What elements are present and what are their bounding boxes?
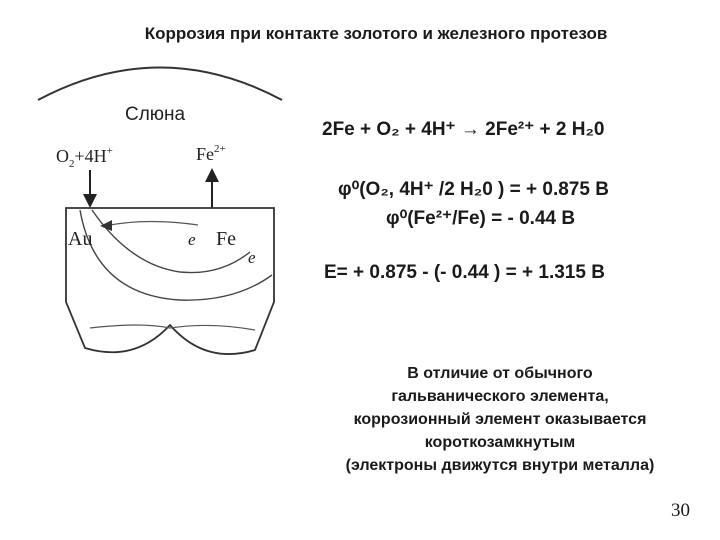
note-line: гальванического элемента, [391, 388, 609, 405]
electron-path [110, 222, 198, 226]
root-curve-right [170, 325, 255, 330]
note-line: (электроны движутся внутри металла) [345, 457, 655, 474]
corrosion-diagram [20, 60, 320, 380]
oxygen-label: $O_2+4H^+$ [56, 145, 113, 170]
iron-ion-arrow-head [205, 168, 219, 182]
note-line: В отличие от обычного [407, 365, 593, 382]
oxygen-potential: φ⁰(O₂, 4H⁺ /2 H₂0 ) = + 0.875 В [338, 179, 609, 200]
slide-title: Коррозия при контакте золотого и железного протезов [144, 24, 608, 43]
explanation-note [300, 362, 700, 477]
page-number: 30 [671, 500, 690, 521]
iron-label: Fe [216, 228, 236, 250]
saliva-label: Слюна [125, 104, 186, 125]
note-line: короткозамкнутым [424, 434, 576, 451]
reaction-equation: 2Fe + O₂ + 4H⁺ → 2Fe²⁺ + 2 H₂0 [322, 119, 605, 140]
electron-label-1: e [188, 230, 196, 249]
emf-equation: E= + 0.875 - (- 0.44 ) = + 1.315 В [324, 262, 605, 283]
saliva-arc [38, 68, 282, 101]
note-line: коррозионный элемент оказывается [353, 411, 647, 428]
root-curve-left [90, 325, 170, 328]
gold-label: Au [68, 228, 93, 250]
oxygen-arrow-head [83, 194, 97, 208]
electron-arrow-head [100, 220, 112, 231]
prosthesis-outline [66, 208, 274, 354]
iron-potential: φ⁰(Fe²⁺/Fe) = - 0.44 В [386, 208, 576, 229]
electron-label-2: e [248, 248, 256, 267]
iron-ion-label: $Fe^{2+}$ [196, 143, 226, 164]
